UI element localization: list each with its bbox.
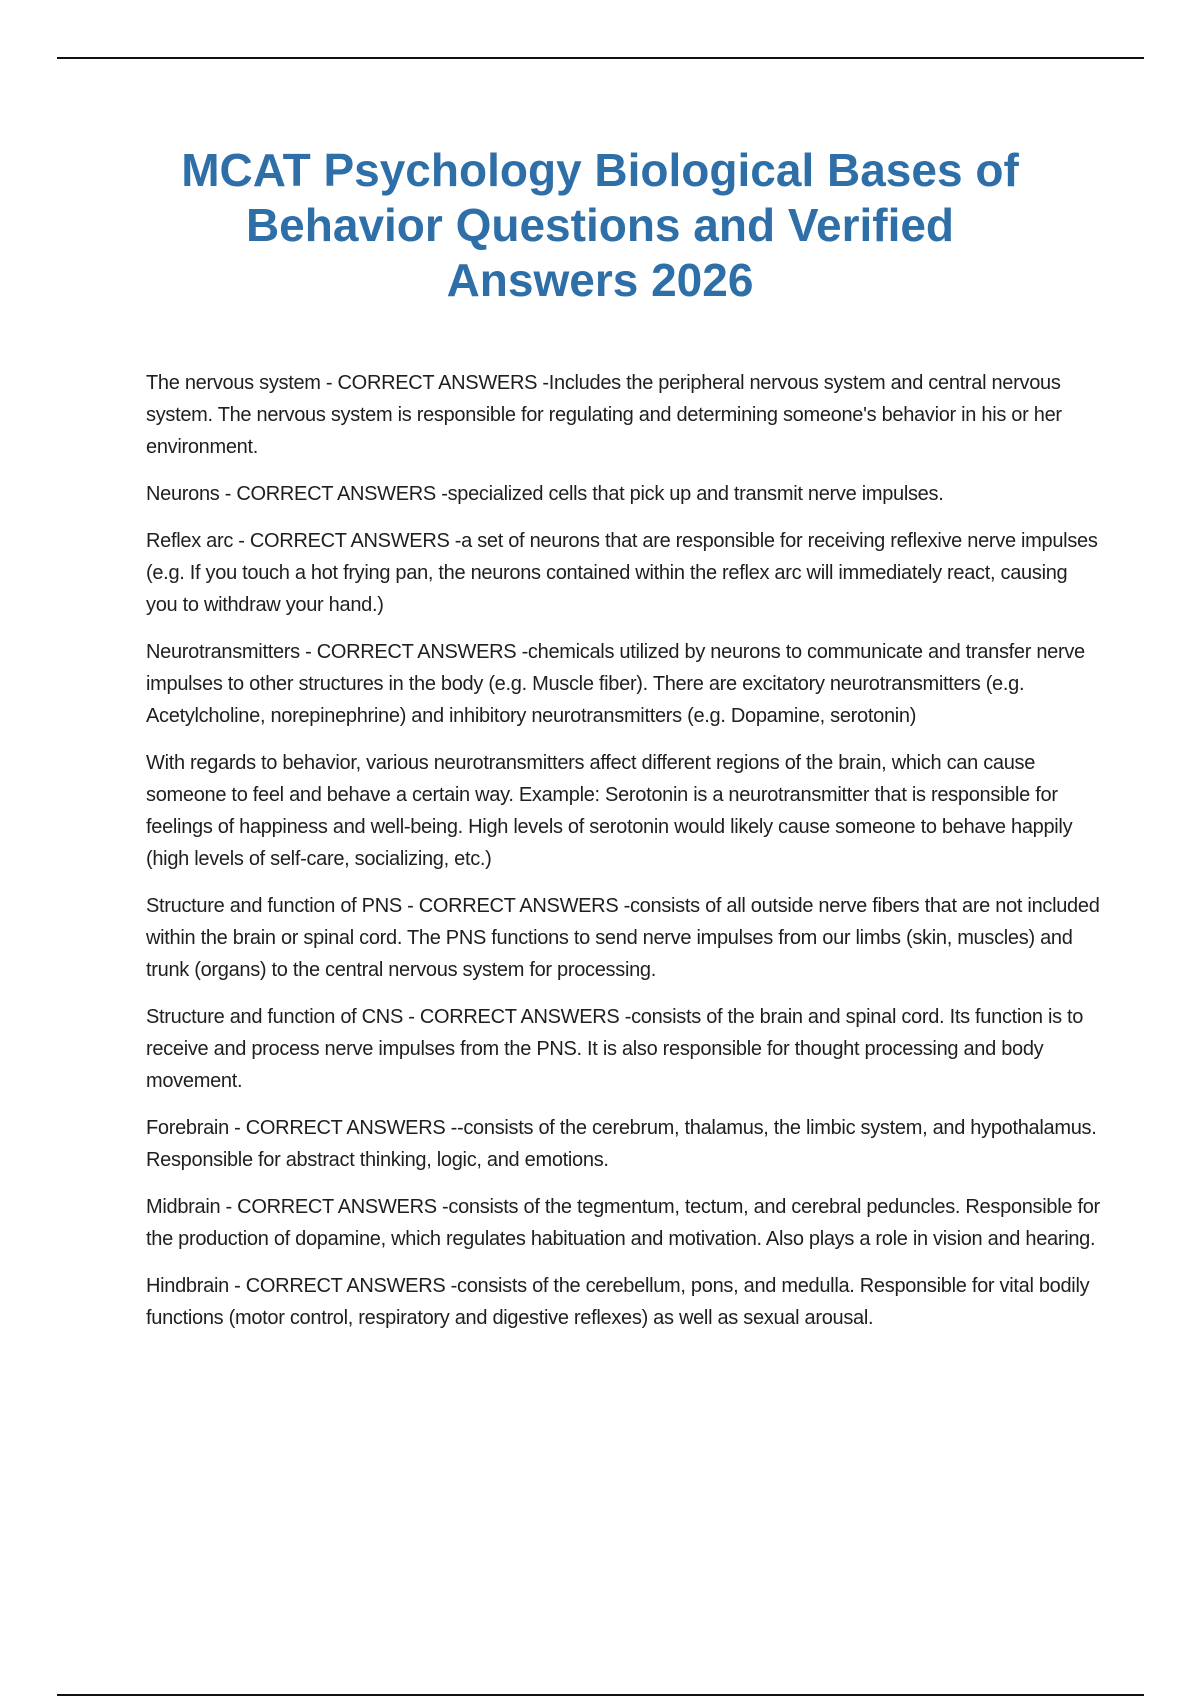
entry-midbrain: Midbrain - CORRECT ANSWERS -consists of the tegmentum, tectum, and cerebral peduncles. Responsible for the production of dopamine, which regulates habituation and motivation. Also plays a role in vision and hearing. bbox=[146, 1196, 1100, 1250]
entry-neurotransmitters: Neurotransmitters - CORRECT ANSWERS -chemicals utilized by neurons to communicate and transfer nerve impulses to other structures in the body (e.g. Muscle fiber). There are excitatory neurotransmitters (e.g. Acetylcholine, norepinephrine) and inhibitory neurotransmitters (e.g. Dopamine, serotonin) bbox=[146, 641, 1085, 727]
title-line: MCAT Psychology Biological Bases of bbox=[181, 144, 1019, 196]
entry-reflex-arc: Reflex arc - CORRECT ANSWERS -a set of neurons that are responsible for receiving reflexive nerve impulses (e.g. If you touch a hot frying pan, the neurons contained within the reflex arc will immediately react, causing you to withdraw your hand.) bbox=[146, 530, 1098, 616]
entry-hindbrain: Hindbrain - CORRECT ANSWERS -consists of the cerebellum, pons, and medulla. Responsible for vital bodily functions (motor control, respiratory and digestive reflexes) as well as sexual arousal. bbox=[146, 1275, 1090, 1329]
entry-pns: Structure and function of PNS - CORRECT ANSWERS -consists of all outside nerve fibers that are not included within the brain or spinal cord. The PNS functions to send nerve impulses from our limbs (skin, muscles) and trunk (organs) to the central nervous system for processing. bbox=[146, 895, 1100, 981]
entry-forebrain: Forebrain - CORRECT ANSWERS --consists of the cerebrum, thalamus, the limbic system, and hypothalamus. Responsible for abstract thinking, logic, and emotions. bbox=[146, 1117, 1097, 1171]
page-title bbox=[0, 143, 1200, 308]
entry-cns: Structure and function of CNS - CORRECT ANSWERS -consists of the brain and spinal cord. Its function is to receive and process nerve impulses from the PNS. It is also responsible for thought processing and body movement. bbox=[146, 1006, 1084, 1092]
title-line: Answers 2026 bbox=[446, 254, 754, 306]
title-line: Behavior Questions and Verified bbox=[245, 199, 955, 251]
top-divider bbox=[57, 57, 1144, 59]
document-body bbox=[146, 367, 1101, 1349]
entry-nervous-system: The nervous system - CORRECT ANSWERS -Includes the peripheral nervous system and central nervous system. The nervous system is responsible for regulating and determining someone's behavior in his or her environment. bbox=[146, 372, 1062, 458]
entry-neurons: Neurons - CORRECT ANSWERS -specialized cells that pick up and transmit nerve impulses. bbox=[146, 483, 944, 505]
entry-behavior-neurotransmitters: With regards to behavior, various neurotransmitters affect different regions of the brain, which can cause someone to feel and behave a certain way. Example: Serotonin is a neurotransmitter that is responsible for feelings of happiness and well-being. High levels of serotonin would likely cause someone to behave happily (high levels of self-care, socializing, etc.) bbox=[146, 752, 1073, 870]
bottom-divider bbox=[57, 1694, 1144, 1696]
